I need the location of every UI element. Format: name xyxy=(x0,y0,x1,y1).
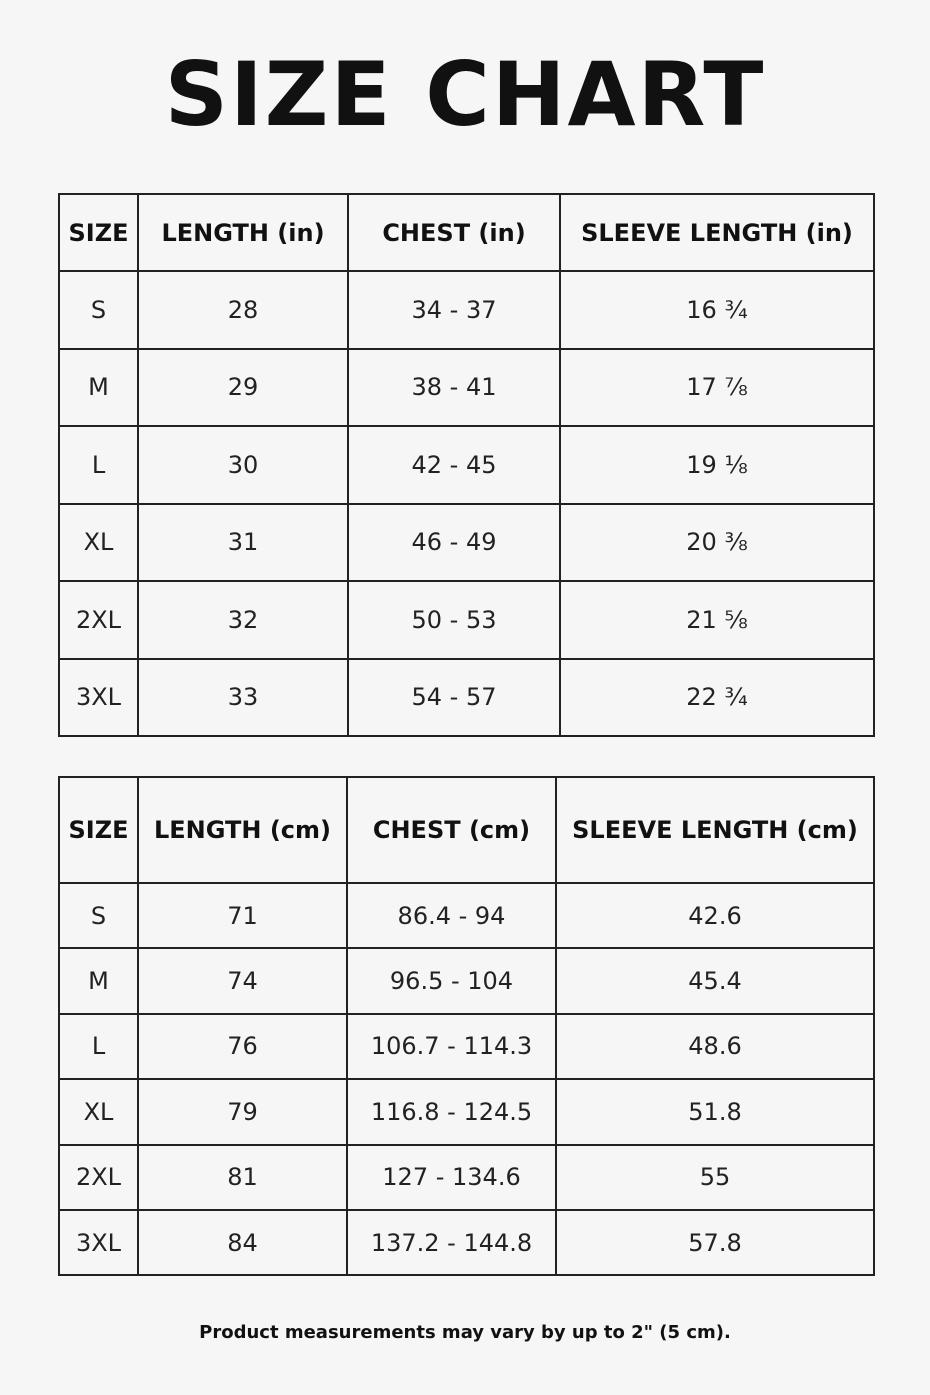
table-row xyxy=(59,883,874,948)
cell-length: 31 xyxy=(138,504,348,582)
table-header-row xyxy=(59,777,874,883)
table-row xyxy=(59,349,874,427)
column-header-length: LENGTH (in) xyxy=(138,194,348,271)
cell-sleeve-length: 20 ⅜ xyxy=(560,504,874,582)
cell-chest: 106.7 - 114.3 xyxy=(347,1014,556,1079)
cell-size: L xyxy=(59,1014,138,1079)
cell-size: L xyxy=(59,426,138,504)
cell-size: 2XL xyxy=(59,581,138,659)
cell-size: M xyxy=(59,349,138,427)
table-row xyxy=(59,1145,874,1210)
cell-chest: 86.4 - 94 xyxy=(347,883,556,948)
cell-size: S xyxy=(59,883,138,948)
size-table-cm xyxy=(58,776,875,1276)
column-header-size: SIZE xyxy=(59,194,138,271)
cell-chest: 96.5 - 104 xyxy=(347,948,556,1013)
cell-length: 76 xyxy=(138,1014,347,1079)
page-title: SIZE CHART xyxy=(164,43,766,146)
cell-length: 29 xyxy=(138,349,348,427)
cell-chest: 54 - 57 xyxy=(348,659,560,737)
cell-chest: 116.8 - 124.5 xyxy=(347,1079,556,1144)
cell-length: 81 xyxy=(138,1145,347,1210)
table-row xyxy=(59,1210,874,1275)
cell-chest: 34 - 37 xyxy=(348,271,560,349)
measurement-footnote: Product measurements may vary by up to 2" (5 cm). xyxy=(199,1322,731,1343)
cell-sleeve-length: 45.4 xyxy=(556,948,874,1013)
cell-sleeve-length: 42.6 xyxy=(556,883,874,948)
cell-sleeve-length: 19 ⅛ xyxy=(560,426,874,504)
cell-sleeve-length: 48.6 xyxy=(556,1014,874,1079)
table-row xyxy=(59,1014,874,1079)
cell-chest: 42 - 45 xyxy=(348,426,560,504)
cell-size: 3XL xyxy=(59,1210,138,1275)
cell-chest: 127 - 134.6 xyxy=(347,1145,556,1210)
column-header-size: SIZE xyxy=(59,777,138,883)
cell-chest: 46 - 49 xyxy=(348,504,560,582)
cell-size: XL xyxy=(59,1079,138,1144)
column-header-length: LENGTH (cm) xyxy=(138,777,347,883)
cell-sleeve-length: 51.8 xyxy=(556,1079,874,1144)
cell-chest: 38 - 41 xyxy=(348,349,560,427)
cell-length: 33 xyxy=(138,659,348,737)
column-header-chest: CHEST (cm) xyxy=(347,777,556,883)
column-header-sleeve-length: SLEEVE LENGTH (in) xyxy=(560,194,874,271)
cell-sleeve-length: 57.8 xyxy=(556,1210,874,1275)
cell-length: 28 xyxy=(138,271,348,349)
cell-length: 74 xyxy=(138,948,347,1013)
cell-sleeve-length: 21 ⅝ xyxy=(560,581,874,659)
cell-chest: 50 - 53 xyxy=(348,581,560,659)
size-table-inches xyxy=(58,193,875,737)
cell-chest: 137.2 - 144.8 xyxy=(347,1210,556,1275)
table-row xyxy=(59,271,874,349)
table-row xyxy=(59,504,874,582)
cell-sleeve-length: 22 ¾ xyxy=(560,659,874,737)
cell-length: 79 xyxy=(138,1079,347,1144)
cell-sleeve-length: 55 xyxy=(556,1145,874,1210)
table-row xyxy=(59,1079,874,1144)
column-header-chest: CHEST (in) xyxy=(348,194,560,271)
table-row xyxy=(59,581,874,659)
cell-size: 3XL xyxy=(59,659,138,737)
cell-size: M xyxy=(59,948,138,1013)
table-header-row xyxy=(59,194,874,271)
cell-length: 32 xyxy=(138,581,348,659)
cell-length: 30 xyxy=(138,426,348,504)
cell-size: 2XL xyxy=(59,1145,138,1210)
column-header-sleeve-length: SLEEVE LENGTH (cm) xyxy=(556,777,874,883)
cell-sleeve-length: 16 ¾ xyxy=(560,271,874,349)
table-row xyxy=(59,426,874,504)
cell-size: XL xyxy=(59,504,138,582)
table-row xyxy=(59,659,874,737)
table-row xyxy=(59,948,874,1013)
cell-size: S xyxy=(59,271,138,349)
cell-sleeve-length: 17 ⅞ xyxy=(560,349,874,427)
cell-length: 84 xyxy=(138,1210,347,1275)
cell-length: 71 xyxy=(138,883,347,948)
